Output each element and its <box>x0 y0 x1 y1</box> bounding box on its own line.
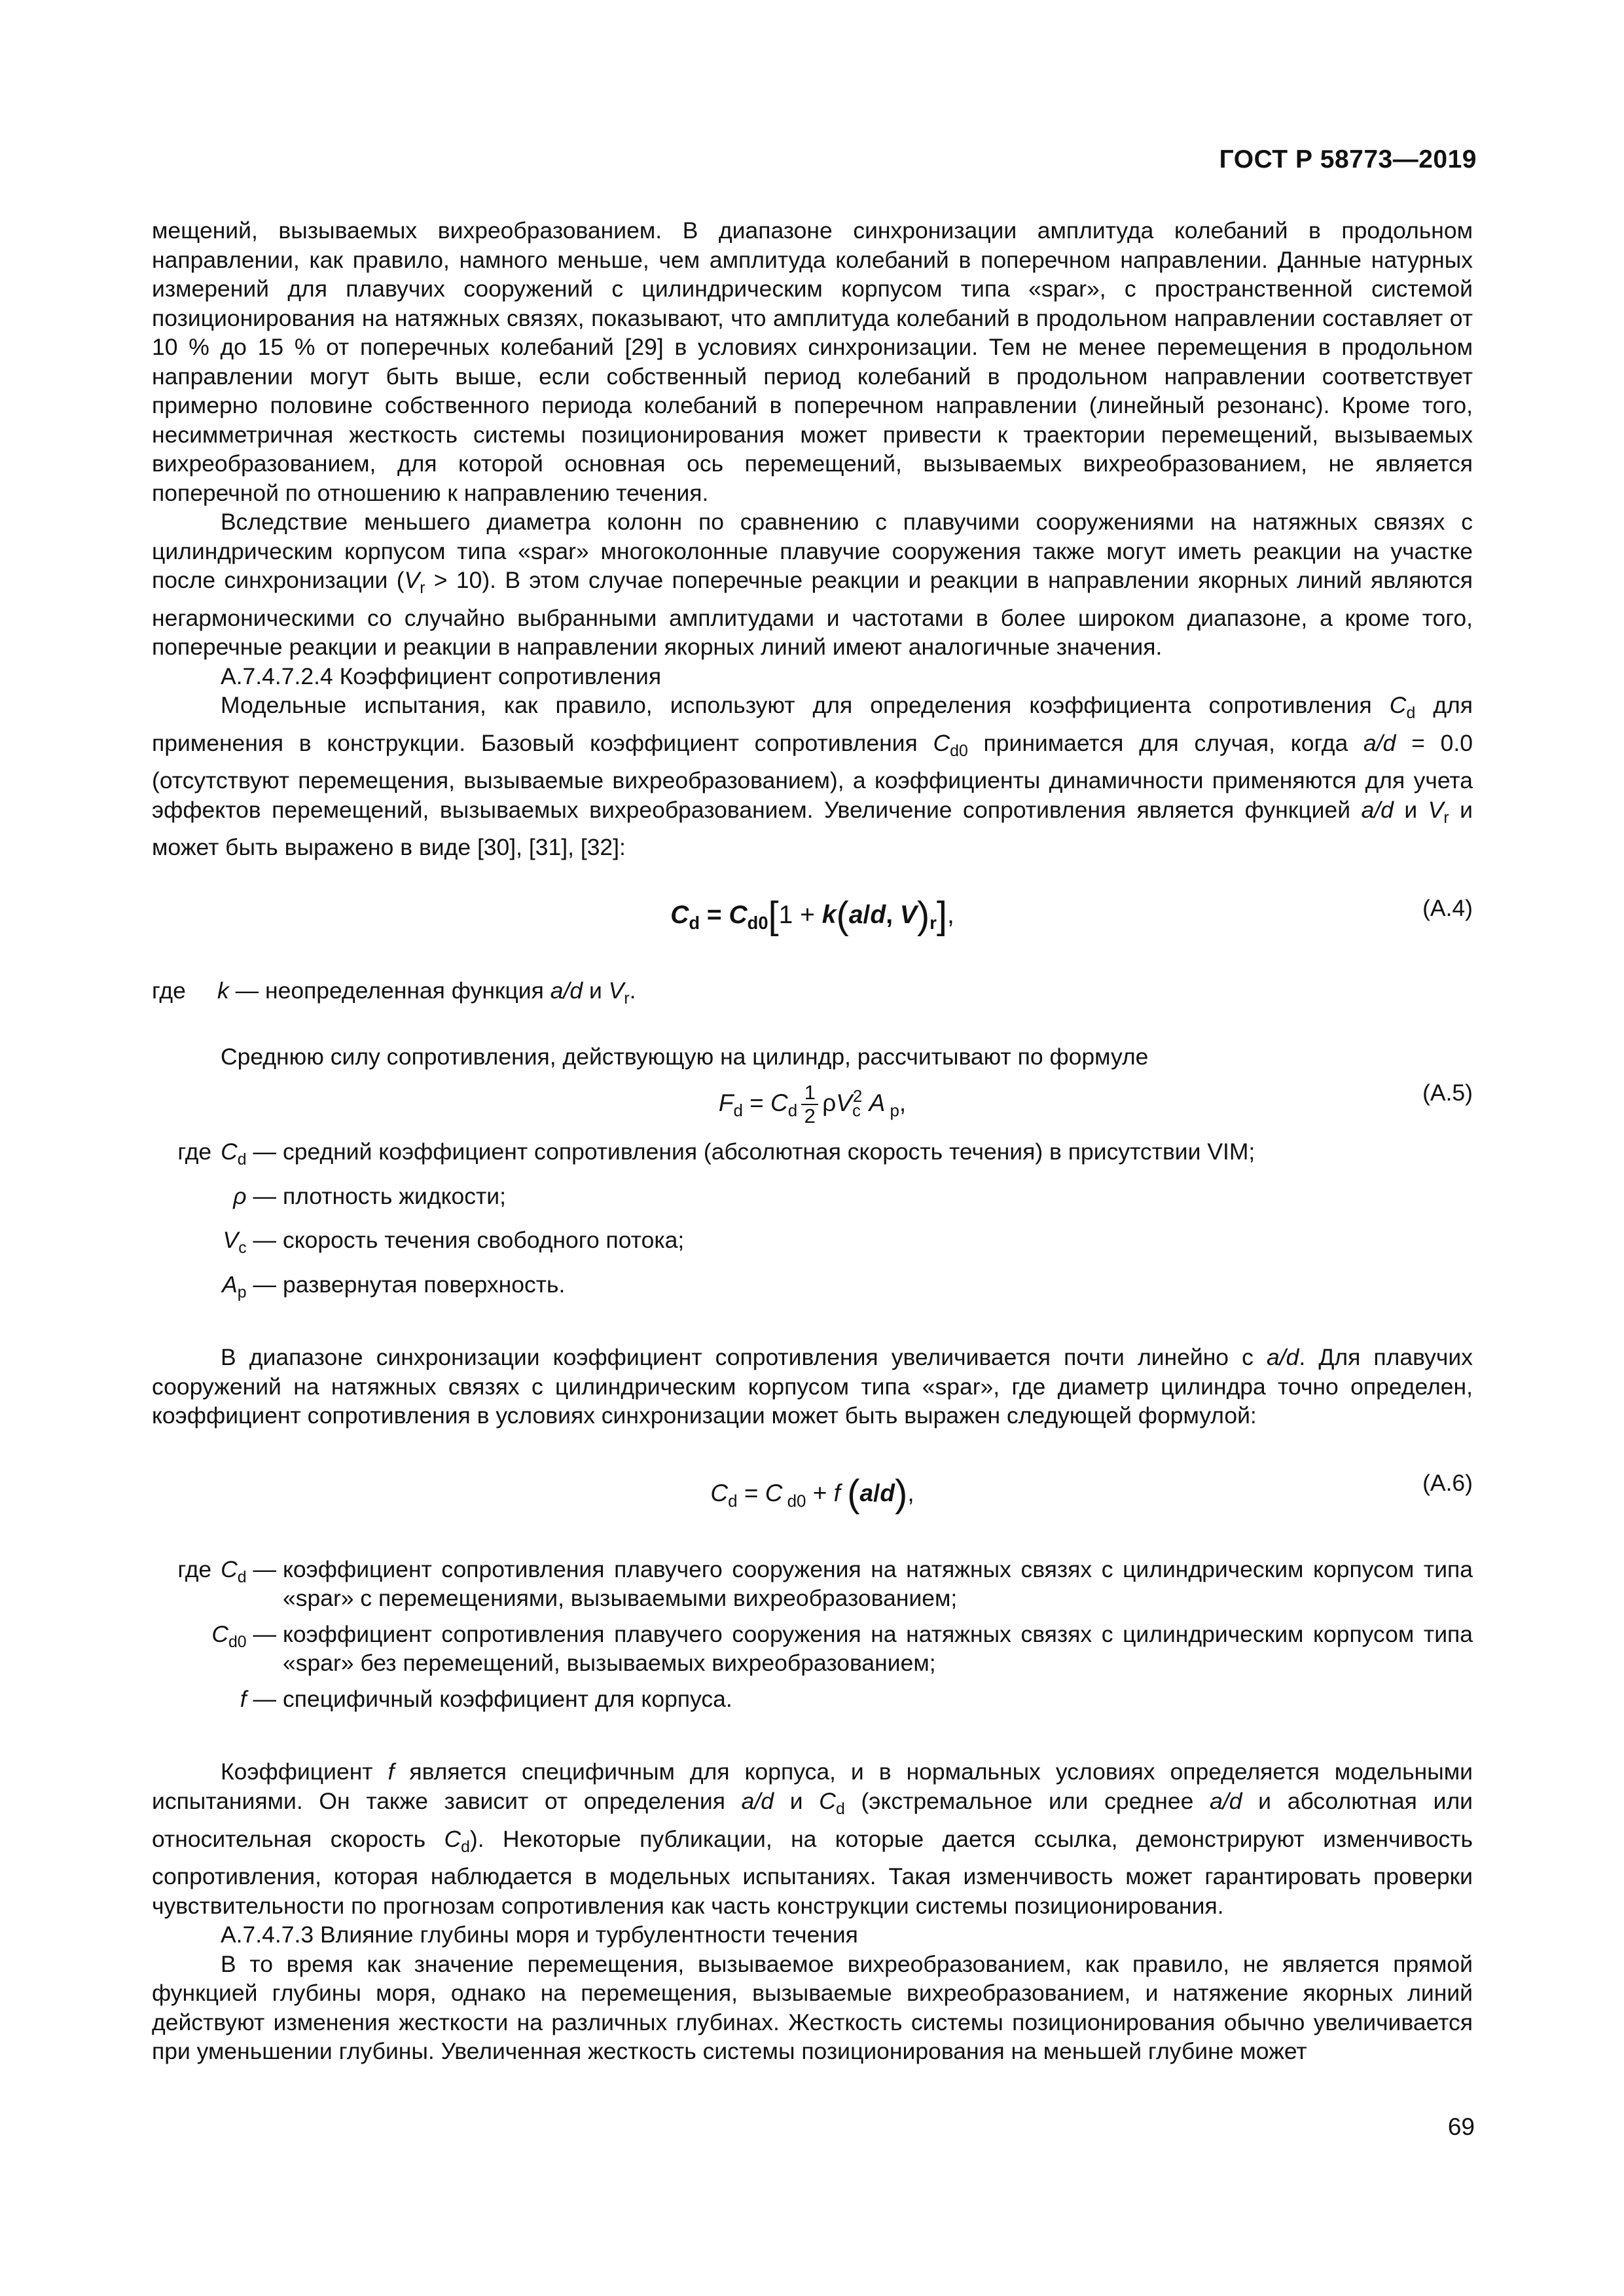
symbol: f <box>240 1685 247 1712</box>
where-list-a5 <box>152 1137 1473 1314</box>
subscript: d <box>237 1568 247 1586</box>
equation-a6-expression: $C_d = C$ $_{d0}$ + f (a/d), <box>710 1472 914 1516</box>
symbol-c: C <box>933 729 950 756</box>
text-run: и абсолютная или относительная скорость <box>152 1787 1473 1852</box>
symbol-k: k <box>217 977 229 1004</box>
where-symbol: $C_{d0}$ — <box>211 1620 276 1651</box>
text-run: В диапазоне синхронизации коэффициент сопротивления увеличивается почти линейно с <box>221 1344 1267 1371</box>
equation-a5-expression: $F_d = C_d$ $\frac{1}{2}$ $\rho V_c^2$ A $_p$, <box>718 1080 907 1127</box>
text-run: Модельные испытания, как правило, используют для определения коэффициента сопротивления <box>221 692 1390 719</box>
equation-number: (А.4) <box>1422 894 1473 921</box>
paragraph-mean-force: Среднюю силу сопротивления, действующую на цилиндр, рассчитывают по формуле <box>221 1044 1149 1070</box>
symbol-v: V <box>608 977 624 1004</box>
section-heading-drag-coefficient: А.7.4.7.2.4 Коэффициент сопротивления <box>221 663 662 689</box>
paragraph-model-tests <box>152 691 1473 862</box>
where-symbol: где $C_d$ — <box>177 1138 276 1169</box>
symbol: A <box>222 1271 238 1298</box>
symbol: C <box>211 1620 228 1647</box>
text-run: и <box>1393 796 1428 823</box>
text-run: для применения в конструкции. Базовый коэффициент сопротивления <box>152 692 1473 756</box>
text-run: и может быть выражено в виде [30], [31], [32]: <box>152 796 1473 861</box>
text-run: принимается для случая, когда <box>967 729 1364 756</box>
subscript: r <box>420 579 425 598</box>
symbol-f: f <box>388 1758 395 1785</box>
section-heading-sea-depth: А.7.4.7.3 Влияние глубины моря и турбулентности течения <box>221 1922 858 1948</box>
where-symbol: $A_p$ — <box>222 1271 276 1302</box>
text-run: Коэффициент <box>221 1758 388 1785</box>
paragraph-vim-amplitude: мещений, вызываемых вихреобразованием. В диапазоне синхронизации амплитуда колебаний в продольном направлении, как правило, намного меньше, чем амплитуда колебаний в поперечном направлении. Данные натурных измерений для плавучих сооружений с цилиндрическим корпусом типа «spar», с пространственной системой позиционирования на натяжных связях, показывают, что амплитуда колебаний в продольном направлении составляет от 10 % до 15 % от поперечных колебаний [29] в условиях синхронизации. Тем не менее перемещения в продольном направлении могут быть выше, если собственный период колебаний в продольном направлении соответствует примерно половине собственного периода колебаний в поперечном направлении (линейный резонанс). Кроме того, несимметричная жесткость системы позиционирования может привести к траектории перемещений, вызываемых вихреобразованием, для которой основная ось перемещений, вызываемых вихреобразованием, не является поперечной по отношению к направлению течения. <box>152 217 1473 506</box>
where-definition: коэффициент сопротивления плавучего сооружения на натяжных связях с цилиндрическим корпусом типа «spar» без перемещений, вызываемых вихреобразованием; <box>283 1620 1473 1677</box>
subscript: p <box>237 1283 247 1302</box>
where-symbol: $V_c$ — <box>223 1227 276 1258</box>
where-definition: средний коэффициент сопротивления (абсолютная скорость течения) в присутствии VIM; <box>283 1138 1255 1165</box>
subscript: d <box>1406 704 1416 723</box>
subscript: d0 <box>950 742 968 760</box>
equation-a4-expression: $C_d = C_{d0}[1 + k(a/d$, $V)_r$], <box>670 894 954 937</box>
page-number: 69 <box>1447 2113 1475 2140</box>
document-header: ГОСТ Р 58773—2019 <box>1219 145 1477 173</box>
paragraph-coefficient-f <box>152 1757 1473 1920</box>
text-run: . <box>629 977 636 1004</box>
symbol-ad: a/d <box>1210 1787 1242 1814</box>
where-definition: плотность жидкости; <box>283 1182 506 1209</box>
text-run: — неопределенная функция <box>228 977 550 1004</box>
where-symbol: ρ — <box>233 1182 276 1209</box>
text-run: и <box>774 1787 820 1814</box>
where-definition: развернутая поверхность. <box>283 1271 566 1298</box>
where-label: где <box>177 1556 212 1582</box>
paragraph-multicolumn <box>152 507 1473 662</box>
symbol-ad: a/d <box>1363 729 1396 756</box>
subscript: r <box>1443 809 1449 827</box>
symbol-v: V <box>404 567 420 593</box>
subscript: d0 <box>228 1633 247 1651</box>
text-run: = 0.0 (отсутствуют перемещения, вызываемые вихреобразованием), а коэффициенты динамичности применяются для учета эффектов перемещений, вызываемых вихреобразованием. Увеличение сопротивления является функцией <box>152 729 1473 823</box>
symbol-ad: a/d <box>550 977 583 1004</box>
where-label: где <box>177 1138 212 1165</box>
text-run: > 10). В этом случае поперечные реакции и реакции в направлении якорных линий являются негармоническими со случайно выбранными амплитудами и частотами в более широком диапазоне, а кроме того, поперечные реакции и реакции в направлении якорных линий имеют аналогичные значения. <box>152 567 1473 661</box>
paragraph-sea-depth: В то время как значение перемещения, вызываемое вихреобразованием, как правило, не является прямой функцией глубины моря, однако на перемещения, вызываемые вихреобразованием, и натяжение якорных линий действуют изменения жесткости на различных глубинах. Жесткость системы позиционирования обычно увеличивается при уменьшении глубины. Увеличенная жесткость системы позиционирования на меньшей глубине может <box>152 1950 1473 2065</box>
where-symbol: f — <box>240 1685 276 1712</box>
where-label: где <box>152 977 186 1004</box>
equation-a4 <box>152 881 1473 958</box>
where-k <box>152 976 1473 1014</box>
text-run: ). Некоторые публикации, на которые дается ссылка, демонстрируют изменчивость сопротивления, которая наблюдается в модельных испытаниях. Такая изменчивость может гарантировать проверки чувствительности по прогнозам сопротивления как часть конструкции системы позиционирования. <box>152 1825 1473 1919</box>
where-k-definition <box>217 976 636 1014</box>
symbol-ad: a/d <box>1361 796 1394 823</box>
subscript: d <box>461 1838 470 1856</box>
text-run: . Для плавучих сооружений на натяжных связях с цилиндрическим корпусом типа «spar», где диаметр цилиндра точно определен, коэффициент сопротивления в условиях синхронизации может быть выражен следующей формулой: <box>152 1344 1473 1429</box>
subscript: r <box>624 989 630 1008</box>
equation-number: (А.5) <box>1422 1079 1473 1106</box>
text-run: (экстремальное или среднее <box>844 1787 1210 1814</box>
where-definition: специфичный коэффициент для корпуса. <box>283 1685 732 1712</box>
symbol-ad: a/d <box>741 1787 774 1814</box>
symbol: V <box>223 1227 239 1254</box>
symbol-c: C <box>1389 692 1407 719</box>
symbol-c: C <box>444 1825 461 1852</box>
where-definition: коэффициент сопротивления плавучего сооружения на натяжных связях с цилиндрическим корпусом типа «spar» с перемещениями, вызываемыми вихреобразованием; <box>283 1556 1473 1612</box>
text-run: является специфичным для корпуса, и в нормальных условиях определяется модельными испытаниями. Он также зависит от определения <box>152 1758 1473 1814</box>
equation-number: (А.6) <box>1422 1469 1473 1496</box>
equation-a5 <box>152 1072 1473 1137</box>
subscript: d <box>835 1800 845 1819</box>
text-run: Вследствие меньшего диаметра колонн по сравнению с плавучими сооружениями на натяжных связях с цилиндрическим корпусом типа «spar» многоколонные плавучие сооружения также могут иметь реакции на участке после синхронизации ( <box>152 509 1473 593</box>
where-list-a6 <box>152 1555 1473 1729</box>
symbol: ρ <box>233 1182 247 1209</box>
paragraph-sync-range <box>152 1343 1473 1430</box>
subscript: d <box>237 1151 247 1169</box>
symbol: C <box>221 1556 238 1582</box>
symbol-ad: a/d <box>1267 1344 1299 1371</box>
symbol: C <box>221 1138 238 1165</box>
where-definition: скорость течения свободного потока; <box>283 1227 685 1254</box>
page-content <box>152 216 1473 2066</box>
text-run: и <box>583 977 609 1004</box>
subscript: c <box>238 1239 247 1258</box>
symbol-c: C <box>819 1787 836 1814</box>
equation-a6 <box>152 1459 1473 1537</box>
symbol-v: V <box>1428 796 1444 823</box>
where-symbol: где $C_d$ — <box>177 1556 276 1586</box>
